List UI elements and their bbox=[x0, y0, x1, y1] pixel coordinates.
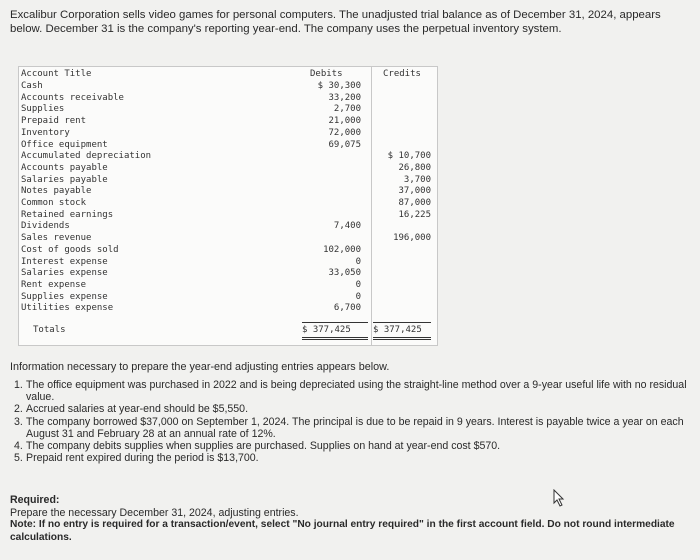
totals-credit: $ 377,425 bbox=[373, 325, 422, 335]
account-title: Dividends bbox=[21, 221, 70, 232]
credit-amount: 87,000 bbox=[398, 198, 431, 208]
debit-amount: 33,200 bbox=[328, 92, 361, 103]
table-row bbox=[19, 221, 437, 233]
table-row bbox=[19, 198, 437, 210]
debit-double-rule bbox=[302, 337, 368, 340]
list-item bbox=[14, 440, 690, 452]
trial-balance-table bbox=[18, 66, 438, 346]
credit-amount: 16,225 bbox=[398, 209, 431, 220]
debit-amount: 102,000 bbox=[323, 244, 361, 255]
header-credits: Credits bbox=[383, 69, 421, 79]
credit-amount: 37,000 bbox=[398, 186, 431, 197]
account-title: Retained earnings bbox=[21, 209, 114, 220]
header-debits: Debits bbox=[310, 69, 343, 79]
credit-double-rule bbox=[373, 337, 431, 340]
account-title: Sales revenue bbox=[21, 233, 92, 244]
required-section bbox=[10, 494, 694, 544]
account-title: Cost of goods sold bbox=[21, 244, 119, 255]
account-title: Utilities expense bbox=[21, 303, 114, 314]
debit-amount: $ 30,300 bbox=[317, 81, 361, 91]
credit-amount: 3,700 bbox=[403, 174, 431, 185]
account-title: Notes payable bbox=[21, 186, 92, 197]
debit-total-rule bbox=[302, 322, 368, 323]
table-row bbox=[19, 81, 437, 93]
table-row bbox=[19, 245, 437, 257]
required-heading: Required: bbox=[10, 494, 60, 506]
list-item-number: 1. bbox=[14, 379, 23, 391]
debit-amount: 7,400 bbox=[333, 221, 361, 232]
debit-amount: 0 bbox=[355, 291, 361, 302]
table-row bbox=[19, 151, 437, 163]
list-item bbox=[14, 403, 690, 415]
table-row bbox=[19, 116, 437, 128]
table-row bbox=[19, 292, 437, 304]
account-title: Office equipment bbox=[21, 139, 108, 150]
list-item-number: 2. bbox=[14, 403, 23, 416]
account-title: Inventory bbox=[21, 127, 70, 138]
list-item-text: Prepaid rent expired during the period is $13,700. bbox=[26, 452, 259, 465]
debit-amount: 0 bbox=[355, 279, 361, 290]
credit-amount: $ 10,700 bbox=[387, 151, 431, 162]
list-item-number: 4. bbox=[14, 440, 23, 453]
account-title: Salaries payable bbox=[21, 174, 108, 185]
account-title: Prepaid rent bbox=[21, 116, 87, 127]
table-row bbox=[19, 163, 437, 175]
table-row bbox=[19, 280, 437, 292]
table-row bbox=[19, 303, 437, 315]
account-title: Accumulated depreciation bbox=[21, 151, 152, 162]
table-row bbox=[19, 175, 437, 187]
account-title: Supplies bbox=[21, 104, 65, 115]
list-item-number: 5. bbox=[14, 452, 23, 465]
mouse-cursor-icon bbox=[552, 489, 566, 507]
credit-total-rule bbox=[373, 322, 431, 323]
list-item-text: The office equipment was purchased in 2022 and is being depreciated using the straight-line method over a 9-year useful life with no residual value. bbox=[26, 379, 687, 404]
account-title: Rent expense bbox=[21, 279, 87, 290]
table-row bbox=[19, 104, 437, 116]
table-row bbox=[19, 268, 437, 280]
header-account-title: Account Title bbox=[21, 69, 92, 79]
debit-amount: 72,000 bbox=[328, 127, 361, 138]
account-title: Interest expense bbox=[21, 256, 108, 267]
credit-amount: 26,800 bbox=[398, 162, 431, 173]
totals-label: Totals bbox=[33, 325, 66, 335]
debit-amount: 69,075 bbox=[328, 139, 361, 150]
table-row bbox=[19, 210, 437, 222]
account-title: Supplies expense bbox=[21, 291, 108, 302]
list-item-number: 3. bbox=[14, 415, 23, 428]
table-row bbox=[19, 186, 437, 198]
totals-debit: $ 377,425 bbox=[302, 325, 351, 335]
list-item bbox=[14, 452, 690, 464]
debit-amount: 2,700 bbox=[333, 104, 361, 115]
table-row bbox=[19, 233, 437, 245]
list-item-text: The company borrowed $37,000 on September 1, 2024. The principal is due to be repaid in 9 years. Interest is payable twice a year on each August 31 and February 28 at an annual rate of 12%. bbox=[26, 415, 684, 440]
account-title: Cash bbox=[21, 81, 43, 91]
table-row bbox=[19, 140, 437, 152]
table-row bbox=[19, 128, 437, 140]
table-row bbox=[19, 93, 437, 105]
intro-paragraph: Excalibur Corporation sells video games for personal computers. The unadjusted trial balance as of December 31, 2024, appears below. December 31 is the company's reporting year-end. The company uses the perpetual inventory system. bbox=[10, 9, 661, 35]
list-item bbox=[14, 379, 690, 403]
required-text: Prepare the necessary December 31, 2024, adjusting entries. bbox=[10, 506, 299, 519]
list-item-text: Accrued salaries at year-end should be $5,550. bbox=[26, 403, 249, 416]
debit-amount: 33,050 bbox=[328, 268, 361, 279]
account-title: Salaries expense bbox=[21, 268, 108, 279]
info-heading: Information necessary to prepare the year-end adjusting entries appears below. bbox=[10, 361, 390, 373]
list-item-text: The company debits supplies when supplies are purchased. Supplies on hand at year-end cost $570. bbox=[26, 440, 501, 453]
account-title: Accounts receivable bbox=[21, 92, 124, 103]
account-title: Accounts payable bbox=[21, 162, 108, 173]
list-item bbox=[14, 416, 690, 440]
adjustment-info-list bbox=[14, 379, 690, 464]
credit-amount: 196,000 bbox=[393, 233, 431, 244]
debit-amount: 21,000 bbox=[328, 116, 361, 127]
account-title: Common stock bbox=[21, 198, 87, 208]
table-row bbox=[19, 257, 437, 269]
debit-amount: 6,700 bbox=[333, 303, 361, 314]
required-note: Note: If no entry is required for a transaction/event, select "No journal entry required" in the first account field. Do not round intermediate calculations. bbox=[10, 519, 675, 543]
debit-amount: 0 bbox=[355, 256, 361, 267]
